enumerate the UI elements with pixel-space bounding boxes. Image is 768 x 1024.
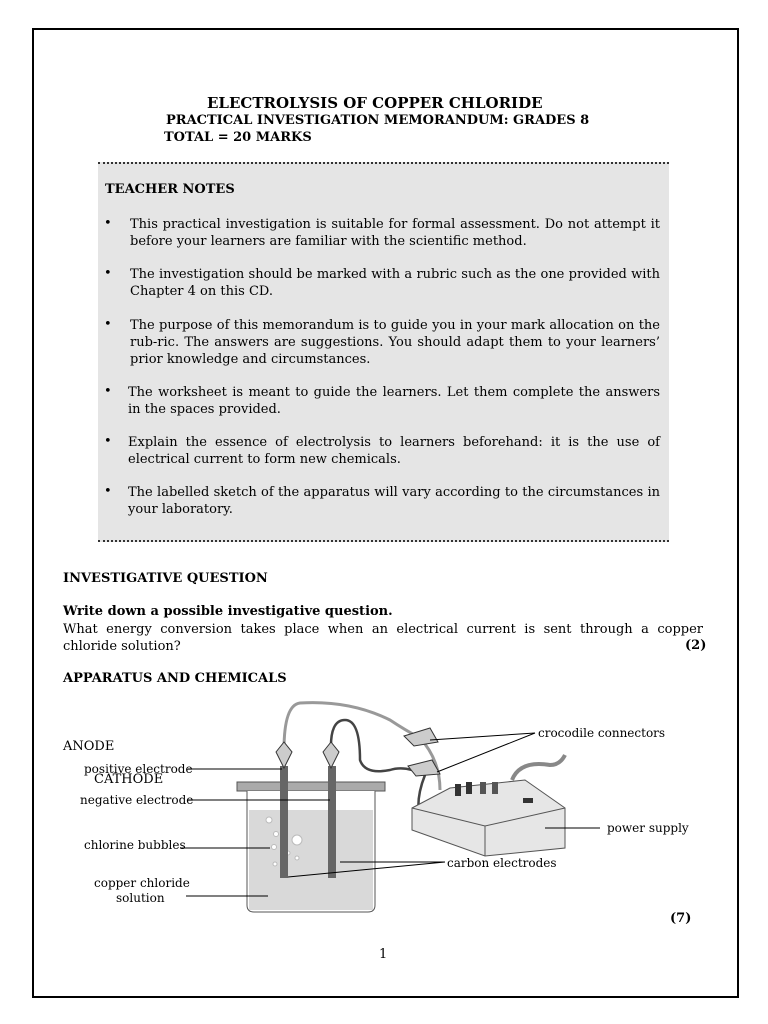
red-wire bbox=[284, 703, 440, 790]
page-number: 1 bbox=[379, 947, 388, 962]
investigative-prompt: Write down a possible investigative question. bbox=[63, 604, 393, 619]
investigative-answer: What energy conversion takes place when an electrical current is sent through a copper chloride solution? bbox=[63, 622, 703, 654]
note-item: This practical investigation is suitable for formal assessment. Do not attempt it before your learners are familiar with the scientific method. bbox=[130, 217, 660, 249]
beaker bbox=[237, 782, 385, 912]
bullet-icon: • bbox=[104, 434, 112, 449]
copper-chloride-label: copper chloride bbox=[94, 876, 190, 890]
cathode-label: CATHODE bbox=[94, 772, 164, 787]
crocodile-connectors-label: crocodile connectors bbox=[538, 726, 666, 740]
bullet-icon: • bbox=[104, 317, 112, 332]
positive-electrode bbox=[280, 766, 288, 878]
negative-electrode-label: negative electrode bbox=[80, 793, 194, 807]
power-supply-label: power supply bbox=[607, 821, 689, 835]
negative-electrode bbox=[328, 766, 336, 878]
document-title: ELECTROLYSIS OF COPPER CHLORIDE bbox=[207, 94, 543, 112]
note-item: The worksheet is meant to guide the learners. Let them complete the answers in the spaces provided. bbox=[128, 385, 660, 417]
bullet-icon: • bbox=[104, 484, 112, 499]
crocodile-clip bbox=[323, 742, 339, 768]
note-item: The investigation should be marked with a rubric such as the one provided with Chapter 4 on this CD. bbox=[130, 267, 660, 299]
anode-label: ANODE bbox=[63, 739, 115, 754]
positive-electrode-label: positive electrode bbox=[84, 762, 193, 776]
bullet-icon: • bbox=[104, 216, 112, 231]
investigative-question-heading: INVESTIGATIVE QUESTION bbox=[63, 571, 268, 586]
note-item: The purpose of this memorandum is to guide you in your mark allocation on the rub-ric. The answers are suggestions. You should adapt them to your learners’ prior knowledge and circumstances. bbox=[130, 318, 660, 367]
apparatus-heading: APPARATUS AND CHEMICALS bbox=[63, 671, 287, 686]
apparatus-marks: (7) bbox=[670, 911, 692, 926]
bullet-icon: • bbox=[104, 266, 112, 281]
document-subtitle: PRACTICAL INVESTIGATION MEMORANDUM: GRADES 8 bbox=[166, 113, 590, 128]
chlorine-bubbles-label: chlorine bubbles bbox=[84, 838, 186, 852]
investigative-marks: (2) bbox=[685, 638, 707, 653]
crocodile-clip bbox=[276, 742, 292, 768]
note-item: Explain the essence of electrolysis to learners beforehand: it is the use of electrical current to form new chemicals. bbox=[128, 435, 660, 467]
total-marks: TOTAL = 20 MARKS bbox=[164, 130, 312, 145]
bullet-icon: • bbox=[104, 384, 112, 399]
note-item: The labelled sketch of the apparatus will vary according to the circumstances in your laboratory. bbox=[128, 485, 660, 517]
carbon-electrodes-label: carbon electrodes bbox=[447, 856, 557, 870]
teacher-notes-heading: TEACHER NOTES bbox=[105, 182, 235, 197]
solution-label: solution bbox=[116, 891, 165, 905]
